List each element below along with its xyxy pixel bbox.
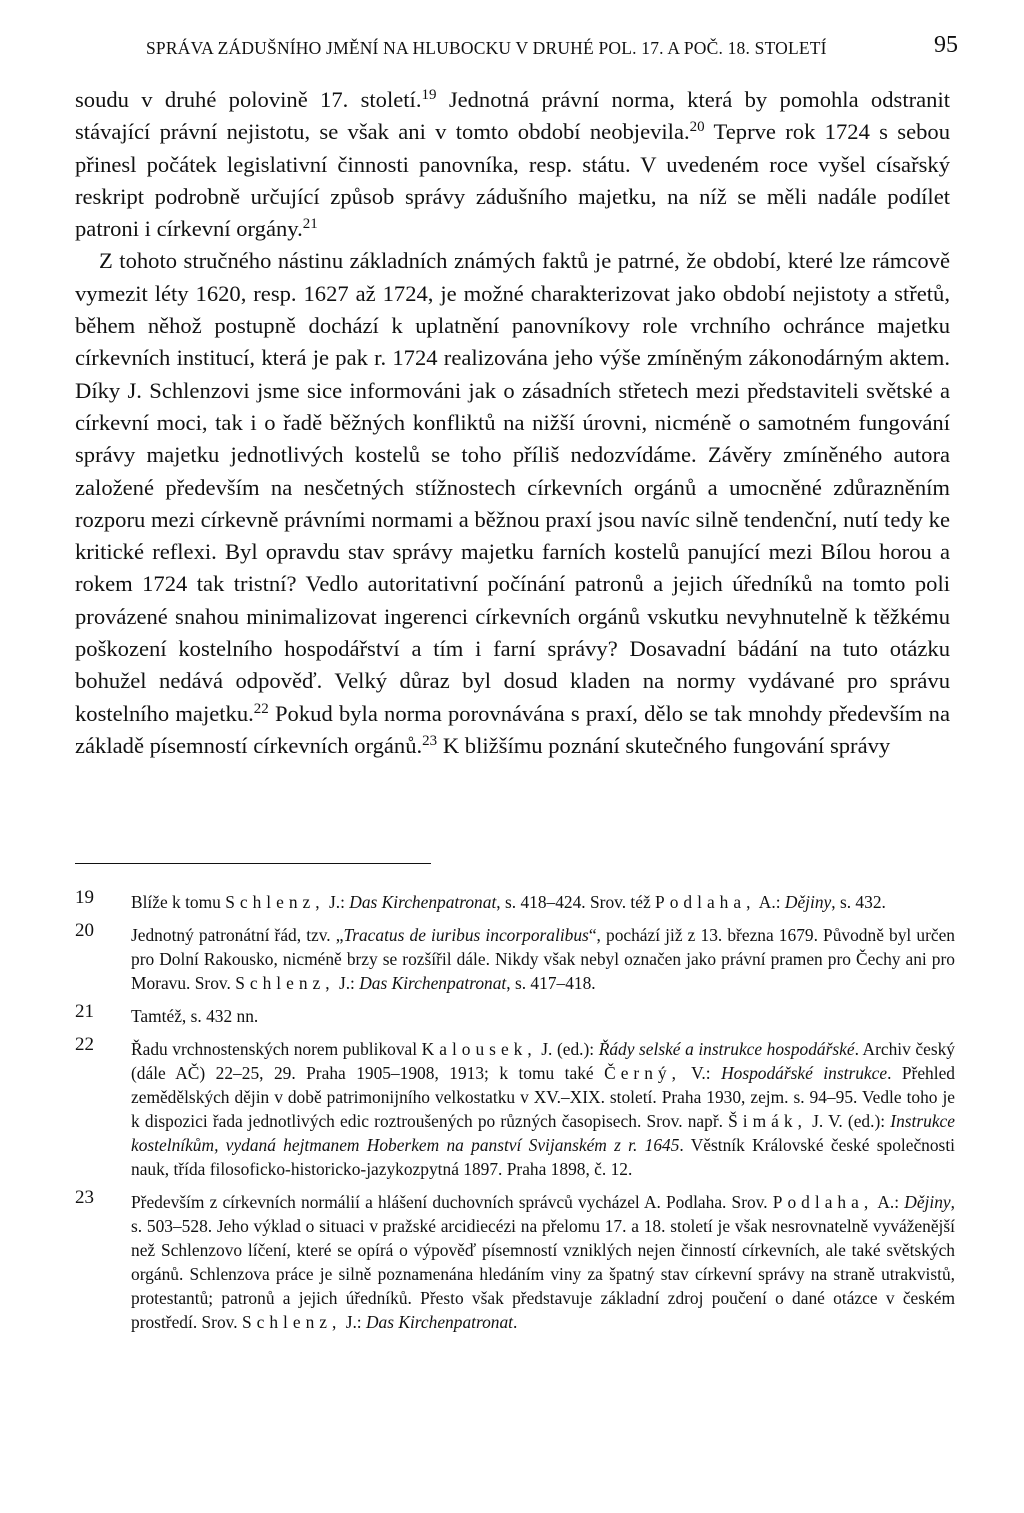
fn-author: Schlenz, <box>225 892 325 912</box>
paragraph-2 <box>75 245 950 762</box>
fn-title: Řády selské a instrukce hospodářské <box>598 1039 855 1059</box>
fn-author: Černý, <box>604 1063 681 1083</box>
footnote-ref-21: 21 <box>302 215 318 232</box>
fn-text: J. V. (ed.): <box>806 1111 891 1131</box>
fn-title: Dějiny <box>784 892 832 912</box>
footnotes <box>75 887 955 1343</box>
text-run: Pokud byla norma porovnávána s praxí, dělo se tak mnohdy především na základě písemností církevních orgánů. <box>75 700 950 758</box>
fn-text: Blíže k tomu <box>131 892 226 912</box>
fn-text: , s. 418–424. Srov. též <box>496 892 656 912</box>
fn-text: J.: <box>324 892 350 912</box>
footnote-23 <box>75 1187 955 1334</box>
fn-text: . Přehled zemědělských dějin v době patrimonijního velkostatku v XV.–XIX. století. Praha 1930, zejm. s. 94–95. Vedle toho je k dispozici řada jednotlivých edic roztroušených po různých časopisech. Srov. např. <box>131 1063 955 1131</box>
footnote-20 <box>75 920 955 995</box>
footnote-number: 23 <box>75 1187 94 1208</box>
fn-author: Šimák, <box>728 1111 807 1131</box>
fn-author: Podlaha, <box>772 1192 874 1212</box>
running-head <box>146 32 958 68</box>
fn-text: J.: <box>341 1312 366 1332</box>
fn-title: Hospodářské instrukce <box>721 1063 888 1083</box>
footnote-number: 21 <box>75 1001 94 1022</box>
fn-title: Das Kirchenpatronat <box>349 892 497 912</box>
fn-text: Řadu vrchnostenských norem publikoval <box>131 1039 422 1059</box>
footnote-22 <box>75 1034 955 1181</box>
fn-author: Schlenz, <box>241 1312 342 1332</box>
footnote-separator <box>75 863 431 864</box>
fn-author: Schlenz, <box>235 973 335 993</box>
footnote-number: 19 <box>75 887 94 908</box>
fn-title: Tracatus de iuribus incorporalibus <box>343 925 589 945</box>
page-number: 95 <box>934 32 958 58</box>
text-run: Z tohoto stručného nástinu základních známých faktů je patrné, že období, které lze rámcově vymezit léty 1620, resp. 1627 až 1724, je možné charakterizovat jako období nejistoty a střetů, během něhož postupně dochází k uplatnění panovníkovy role vrchního ochránce majetku církevních institucí, která je pak r. 1724 realizována jeho výše zmíněným zákonodárným aktem. Díky J. Schlenzovi jsme sice informováni jak o zásadních střetech mezi představiteli světské a církevní moci, tak i o řadě běžných konfliktů na nižší úrovni, nicméně o samotném fungování správy majetku jednotlivých kostelů se toho příliš nedozvídáme. Závěry zmíněného autora založené především na nesčetných stížnostech církevních orgánů a umocněné zdůrazněním rozporu mezi církevně právními normami a běžnou praxí jsou navíc silně tendenční, nutí tedy ke kritické reflexi. Byl opravdu stav správy majetku farních kostelů panující mezi Bílou horou a rokem 1724 tak tristní? Vedlo autoritativní počínání patronů a jejich úředníků na tomto poli provázené snahou minimalizovat ingerenci církevních orgánů vskutku nevyhnutelně k těžkému poškození kostelního hospodářství a tím i farní správy? Dosavadní bádání na tuto otázku bohužel nedává odpověď. Velký důraz byl dosud kladen na normy vydávané pro správu kostelního majetku. <box>75 248 950 726</box>
fn-text: , s. 432. <box>831 892 886 912</box>
fn-title: Das Kirchenpatronat <box>366 1312 514 1332</box>
fn-text: A.: <box>873 1192 905 1212</box>
fn-author: Kalousek, <box>421 1039 537 1059</box>
footnote-ref-22: 22 <box>253 700 269 717</box>
fn-text: V.: <box>680 1063 722 1083</box>
text-run: Teprve rok 1724 s sebou přinesl počátek legislativní činnosti panovníka, resp. státu. V uvedeném roce vyšel císařský reskript podrobně určující způsob správy zádušního majetku, na níž se měli nadále podílet patroni i církevní orgány. <box>75 119 950 242</box>
footnote-21 <box>75 1001 955 1028</box>
fn-author: Podlaha, <box>655 892 756 912</box>
text-run: Jednotná právní norma, která by pomohla odstranit stávající právní nejistotu, se však ani v tomto období neobjevila. <box>75 87 950 145</box>
fn-text: J.: <box>334 973 360 993</box>
text-run: K bližšímu poznání skutečného fungování správy <box>437 732 891 758</box>
fn-text: J. (ed.): <box>536 1039 599 1059</box>
text-run: soudu v druhé polovině 17. století. <box>75 87 422 112</box>
footnote-19 <box>75 887 955 914</box>
paragraph-1 <box>75 84 950 245</box>
fn-title: Instrukce kostelníkům, vydaná hejtmanem Hoberkem na panství Svijanském z r. 1645 <box>131 1111 955 1155</box>
footnote-ref-19: 19 <box>421 86 437 103</box>
fn-title: Das Kirchenpatronat <box>359 973 507 993</box>
fn-text: , s. 417–418. <box>506 973 596 993</box>
fn-text: “, pochází již z 13. března 1679. Původně byl určen pro Dolní Rakousko, nicméně brzy se rozšířil dále. Nikdy však nebyl označen jako právní pramen pro Čechy ani pro Moravu. Srov. <box>131 925 955 993</box>
fn-text: Tamtéž, s. 432 nn. <box>131 1006 259 1026</box>
fn-text: . Archiv český (dále AČ) 22–25, 29. Praha 1905–1908, 1913; k tomu také <box>131 1039 955 1083</box>
fn-text: Především z církevních normálií a hlášení duchovních správců vycházel A. Podlaha. Srov. <box>131 1192 773 1212</box>
fn-title: Dějiny <box>904 1192 951 1212</box>
footnote-number: 20 <box>75 920 94 941</box>
fn-text: . Věstník Královské české společnosti nauk, třída filosoficko-historicko-jazykozpytná 1897. Praha 1898, č. 12. <box>131 1135 955 1179</box>
main-text <box>75 84 950 762</box>
footnote-number: 22 <box>75 1034 94 1055</box>
footnote-ref-23: 23 <box>422 732 438 749</box>
running-title: SPRÁVA ZÁDUŠNÍHO JMĚNÍ NA HLUBOCKU V DRUHÉ POL. 17. A POČ. 18. STOLETÍ <box>146 38 827 58</box>
fn-text: Jednotný patronátní řád, tzv. „ <box>131 925 344 945</box>
fn-text: , s. 503–528. Jeho výklad o situaci v pražské arcidiecézi na přelomu 17. a 18. století je však nesrovnatelně vyváženější než Schlenzovo líčení, které se opírá o výpověď písemností vzniklých nejen činností církevních, ale také světských orgánů. Schlenzova práce je silně poznamenána hledáním viny za špatný stav církevní správy na straně utrakvistů, protestantů; patronů a jejich úředníků. Přesto však představuje základní zdroj poučení o dané otázce v českém prostředí. Srov. <box>131 1192 955 1332</box>
fn-text: A.: <box>755 892 785 912</box>
footnote-ref-20: 20 <box>689 119 705 136</box>
fn-text: . <box>513 1312 518 1332</box>
